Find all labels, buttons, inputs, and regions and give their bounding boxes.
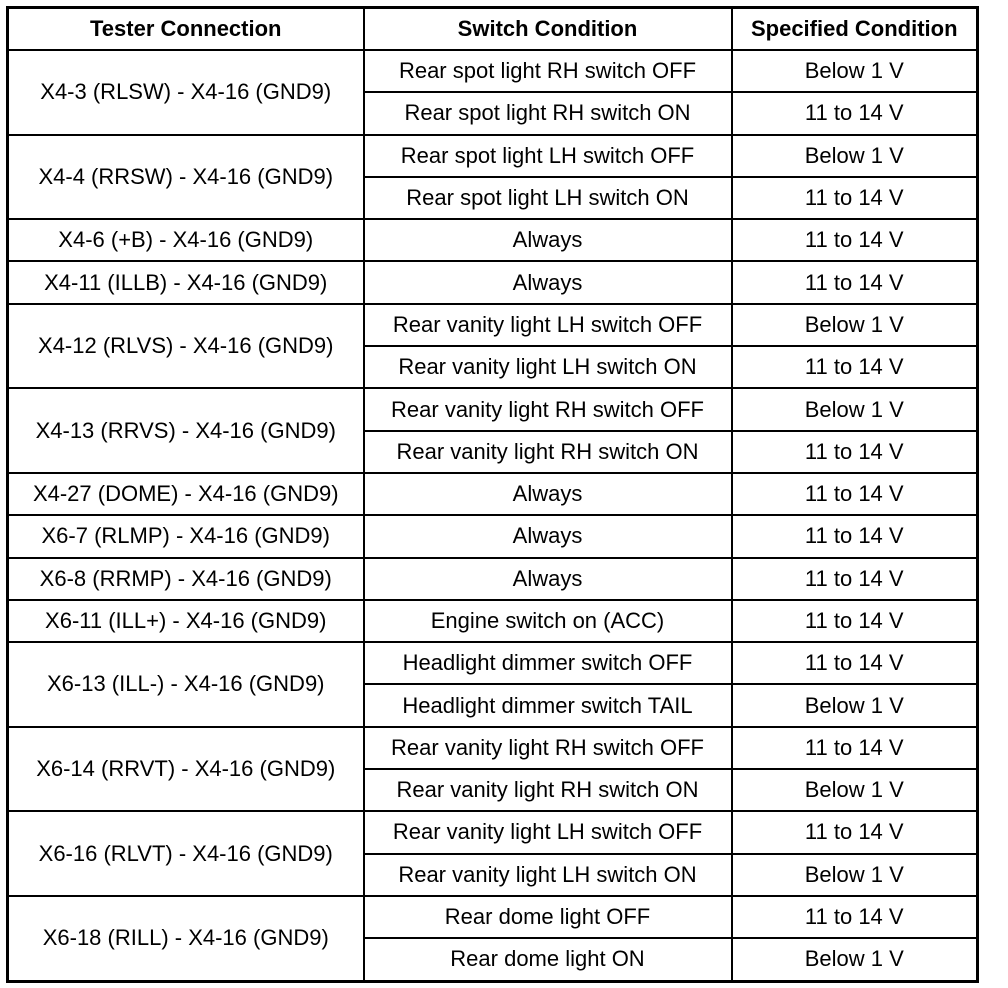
- switch-condition-cell: Rear vanity light LH switch ON: [364, 854, 732, 896]
- specified-condition-cell: 11 to 14 V: [732, 642, 978, 684]
- specified-condition-cell: 11 to 14 V: [732, 727, 978, 769]
- switch-condition-cell: Always: [364, 219, 732, 261]
- switch-condition-cell: Rear vanity light RH switch ON: [364, 769, 732, 811]
- tester-connection-cell: X4-3 (RLSW) - X4-16 (GND9): [8, 50, 364, 135]
- tester-connection-cell: X6-13 (ILL-) - X4-16 (GND9): [8, 642, 364, 727]
- switch-condition-cell: Rear vanity light LH switch OFF: [364, 304, 732, 346]
- table-row: [8, 642, 978, 684]
- switch-condition-cell: Rear spot light LH switch OFF: [364, 135, 732, 177]
- table-row: [8, 896, 978, 938]
- switch-condition-cell: Rear dome light OFF: [364, 896, 732, 938]
- tester-connection-cell: X4-11 (ILLB) - X4-16 (GND9): [8, 261, 364, 303]
- switch-condition-cell: Rear vanity light RH switch OFF: [364, 388, 732, 430]
- tester-connection-cell: X4-27 (DOME) - X4-16 (GND9): [8, 473, 364, 515]
- specified-condition-cell: Below 1 V: [732, 135, 978, 177]
- table-row: [8, 50, 978, 92]
- specified-condition-cell: 11 to 14 V: [732, 558, 978, 600]
- table-row: [8, 261, 978, 303]
- tester-connection-cell: X4-4 (RRSW) - X4-16 (GND9): [8, 135, 364, 220]
- table-row: [8, 515, 978, 557]
- table-row: [8, 811, 978, 853]
- table-row: [8, 558, 978, 600]
- specified-condition-cell: Below 1 V: [732, 304, 978, 346]
- specified-condition-cell: Below 1 V: [732, 50, 978, 92]
- specified-condition-cell: 11 to 14 V: [732, 515, 978, 557]
- tester-connection-cell: X6-8 (RRMP) - X4-16 (GND9): [8, 558, 364, 600]
- switch-condition-cell: Rear dome light ON: [364, 938, 732, 981]
- specified-condition-cell: 11 to 14 V: [732, 346, 978, 388]
- specified-condition-cell: Below 1 V: [732, 854, 978, 896]
- table-row: [8, 600, 978, 642]
- specified-condition-cell: 11 to 14 V: [732, 219, 978, 261]
- specified-condition-cell: 11 to 14 V: [732, 431, 978, 473]
- table-row: [8, 135, 978, 177]
- header-switch-condition: Switch Condition: [364, 8, 732, 51]
- tester-spec-table: [6, 6, 979, 983]
- table-body: [8, 50, 978, 981]
- specified-condition-cell: Below 1 V: [732, 684, 978, 726]
- switch-condition-cell: Rear spot light LH switch ON: [364, 177, 732, 219]
- tester-connection-cell: X6-16 (RLVT) - X4-16 (GND9): [8, 811, 364, 896]
- table-row: [8, 304, 978, 346]
- tester-connection-cell: X4-13 (RRVS) - X4-16 (GND9): [8, 388, 364, 473]
- switch-condition-cell: Rear spot light RH switch OFF: [364, 50, 732, 92]
- tester-connection-cell: X4-12 (RLVS) - X4-16 (GND9): [8, 304, 364, 389]
- specified-condition-cell: 11 to 14 V: [732, 473, 978, 515]
- header-row: [8, 8, 978, 51]
- specified-condition-cell: 11 to 14 V: [732, 811, 978, 853]
- specified-condition-cell: 11 to 14 V: [732, 896, 978, 938]
- specified-condition-cell: 11 to 14 V: [732, 600, 978, 642]
- switch-condition-cell: Headlight dimmer switch TAIL: [364, 684, 732, 726]
- switch-condition-cell: Always: [364, 558, 732, 600]
- switch-condition-cell: Headlight dimmer switch OFF: [364, 642, 732, 684]
- specified-condition-cell: Below 1 V: [732, 769, 978, 811]
- switch-condition-cell: Always: [364, 473, 732, 515]
- switch-condition-cell: Engine switch on (ACC): [364, 600, 732, 642]
- tester-connection-cell: X4-6 (+B) - X4-16 (GND9): [8, 219, 364, 261]
- spec-sheet: [6, 6, 979, 983]
- switch-condition-cell: Rear vanity light RH switch ON: [364, 431, 732, 473]
- switch-condition-cell: Always: [364, 261, 732, 303]
- specified-condition-cell: Below 1 V: [732, 938, 978, 981]
- tester-connection-cell: X6-18 (RILL) - X4-16 (GND9): [8, 896, 364, 981]
- header-specified-condition: Specified Condition: [732, 8, 978, 51]
- specified-condition-cell: 11 to 14 V: [732, 92, 978, 134]
- table-row: [8, 388, 978, 430]
- switch-condition-cell: Always: [364, 515, 732, 557]
- specified-condition-cell: 11 to 14 V: [732, 177, 978, 219]
- switch-condition-cell: Rear vanity light RH switch OFF: [364, 727, 732, 769]
- table-row: [8, 473, 978, 515]
- table-row: [8, 219, 978, 261]
- specified-condition-cell: 11 to 14 V: [732, 261, 978, 303]
- switch-condition-cell: Rear vanity light LH switch OFF: [364, 811, 732, 853]
- switch-condition-cell: Rear vanity light LH switch ON: [364, 346, 732, 388]
- tester-connection-cell: X6-11 (ILL+) - X4-16 (GND9): [8, 600, 364, 642]
- header-tester-connection: Tester Connection: [8, 8, 364, 51]
- tester-connection-cell: X6-7 (RLMP) - X4-16 (GND9): [8, 515, 364, 557]
- specified-condition-cell: Below 1 V: [732, 388, 978, 430]
- switch-condition-cell: Rear spot light RH switch ON: [364, 92, 732, 134]
- tester-connection-cell: X6-14 (RRVT) - X4-16 (GND9): [8, 727, 364, 812]
- table-row: [8, 727, 978, 769]
